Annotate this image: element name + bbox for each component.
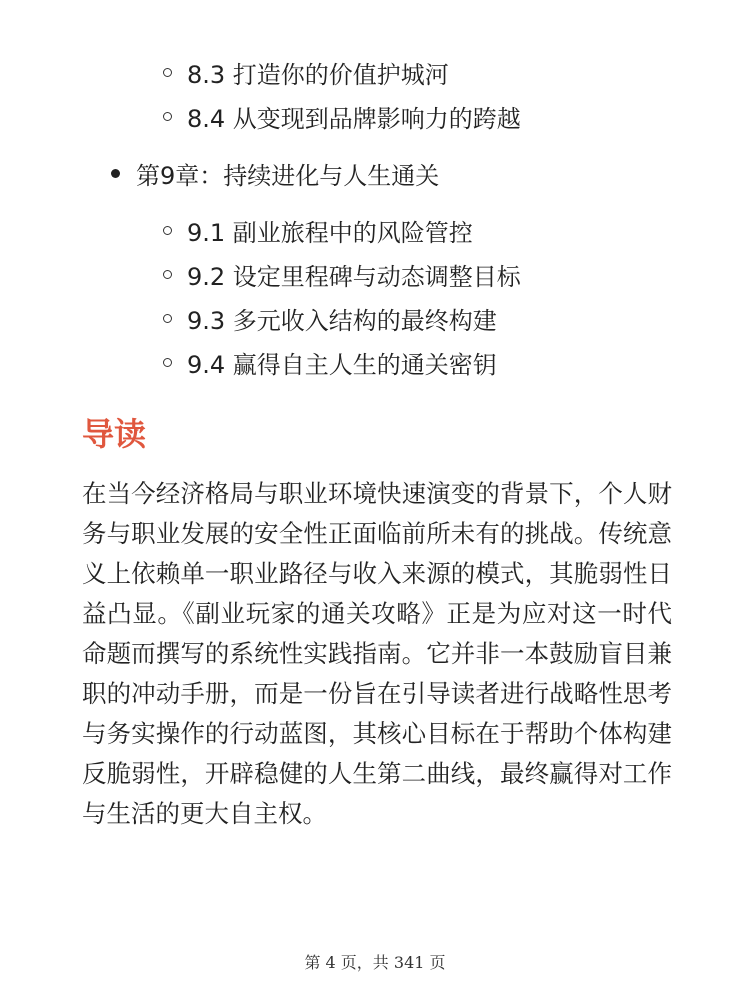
toc-chapter-9[interactable] <box>111 153 439 193</box>
hollow-bullet-icon <box>163 270 172 279</box>
toc-item-9-4[interactable] <box>163 342 497 382</box>
page-footer: 第 4 页，共 341 页 <box>304 953 446 972</box>
toc-item-8-4[interactable] <box>163 96 521 136</box>
hollow-bullet-icon <box>163 226 172 235</box>
hollow-bullet-icon <box>163 112 172 121</box>
toc-item-label: 8.4 从变现到品牌影响力的跨越 <box>187 104 521 133</box>
toc-item-9-2[interactable] <box>163 254 521 294</box>
hollow-bullet-icon <box>163 314 172 323</box>
filled-bullet-icon <box>111 169 120 178</box>
toc-item-label: 9.1 副业旅程中的风险管控 <box>187 218 473 247</box>
intro-title: 导读 <box>82 415 147 453</box>
toc-item-label: 9.4 赢得自主人生的通关密钥 <box>187 350 497 379</box>
toc-item-9-3[interactable] <box>163 298 497 338</box>
toc-item-8-3[interactable] <box>163 52 449 92</box>
hollow-bullet-icon <box>163 358 172 367</box>
toc-item-label: 9.3 多元收入结构的最终构建 <box>187 306 497 335</box>
toc-item-label: 8.3 打造你的价值护城河 <box>187 60 449 89</box>
hollow-bullet-icon <box>163 68 172 77</box>
intro-paragraph: 在当今经济格局与职业环境快速演变的背景下，个人财务与职业发展的安全性正面临前所未有的挑战。传统意义上依赖单一职业路径与收入来源的模式，其脆弱性日益凸显。《副业玩家的通关攻略》正是为应对这一时代命题而撰写的系统性实践指南。它并非一本鼓励盲目兼职的冲动手册，而是一份旨在引导读者进行战略性思考与务实操作的行动蓝图，其核心目标在于帮助个体构建反脆弱性，开辟稳健的人生第二曲线，最终赢得对工作与生活的更大自主权。 <box>82 479 672 828</box>
toc-item-9-1[interactable] <box>163 210 473 250</box>
toc-chapter-label: 第9章：持续进化与人生通关 <box>136 161 440 190</box>
toc-item-label: 9.2 设定里程碑与动态调整目标 <box>187 262 521 291</box>
